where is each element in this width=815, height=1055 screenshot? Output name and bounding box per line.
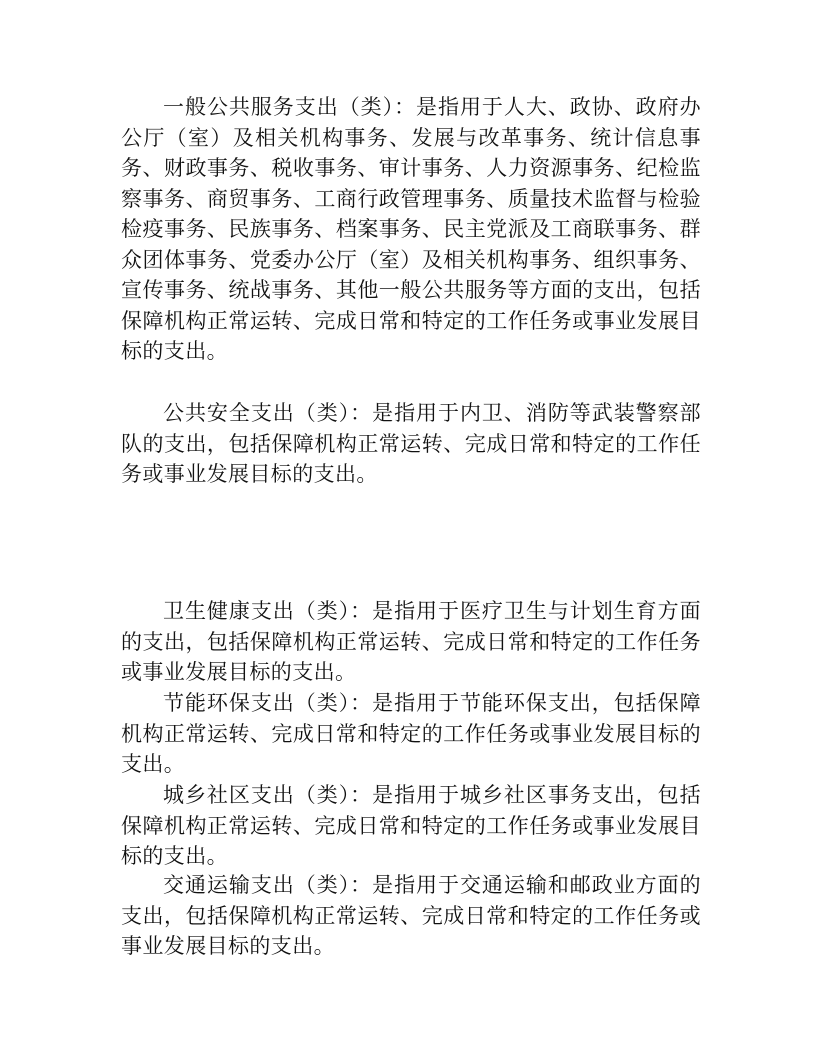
- paragraph-general-public-services: 一般公共服务支出（类）：是指用于人大、政协、政府办公厅（室）及相关机构事务、发展与改革事务、统计信息事务、财政事务、税收事务、审计事务、人力资源事务、纪检监察事务、商贸事务、工商行政管理事务、质量技术监督与检验检疫事务、民族事务、档案事务、民主党派及工商联事务、群众团体事务、党委办公厅（室）及相关机构事务、组织事务、宣传事务、统战事务、其他一般公共服务等方面的支出，包括保障机构正常运转、完成日常和特定的工作任务或事业发展目标的支出。: [121, 95, 701, 363]
- paragraph-health: 卫生健康支出（类）：是指用于医疗卫生与计划生育方面的支出，包括保障机构正常运转、完成日常和特定的工作任务或事业发展目标的支出。: [121, 599, 701, 684]
- paragraph-urban-rural-community: 城乡社区支出（类）：是指用于城乡社区事务支出，包括保障机构正常运转、完成日常和特定的工作任务或事业发展目标的支出。: [121, 783, 701, 868]
- paragraph-energy-environment: 节能环保支出（类）：是指用于节能环保支出，包括保障机构正常运转、完成日常和特定的工作任务或事业发展目标的支出。: [121, 691, 701, 776]
- paragraph-transportation: 交通运输支出（类）：是指用于交通运输和邮政业方面的支出，包括保障机构正常运转、完成日常和特定的工作任务或事业发展目标的支出。: [121, 873, 701, 958]
- paragraph-public-security: 公共安全支出（类）：是指用于内卫、消防等武装警察部队的支出，包括保障机构正常运转、完成日常和特定的工作任务或事业发展目标的支出。: [121, 401, 701, 486]
